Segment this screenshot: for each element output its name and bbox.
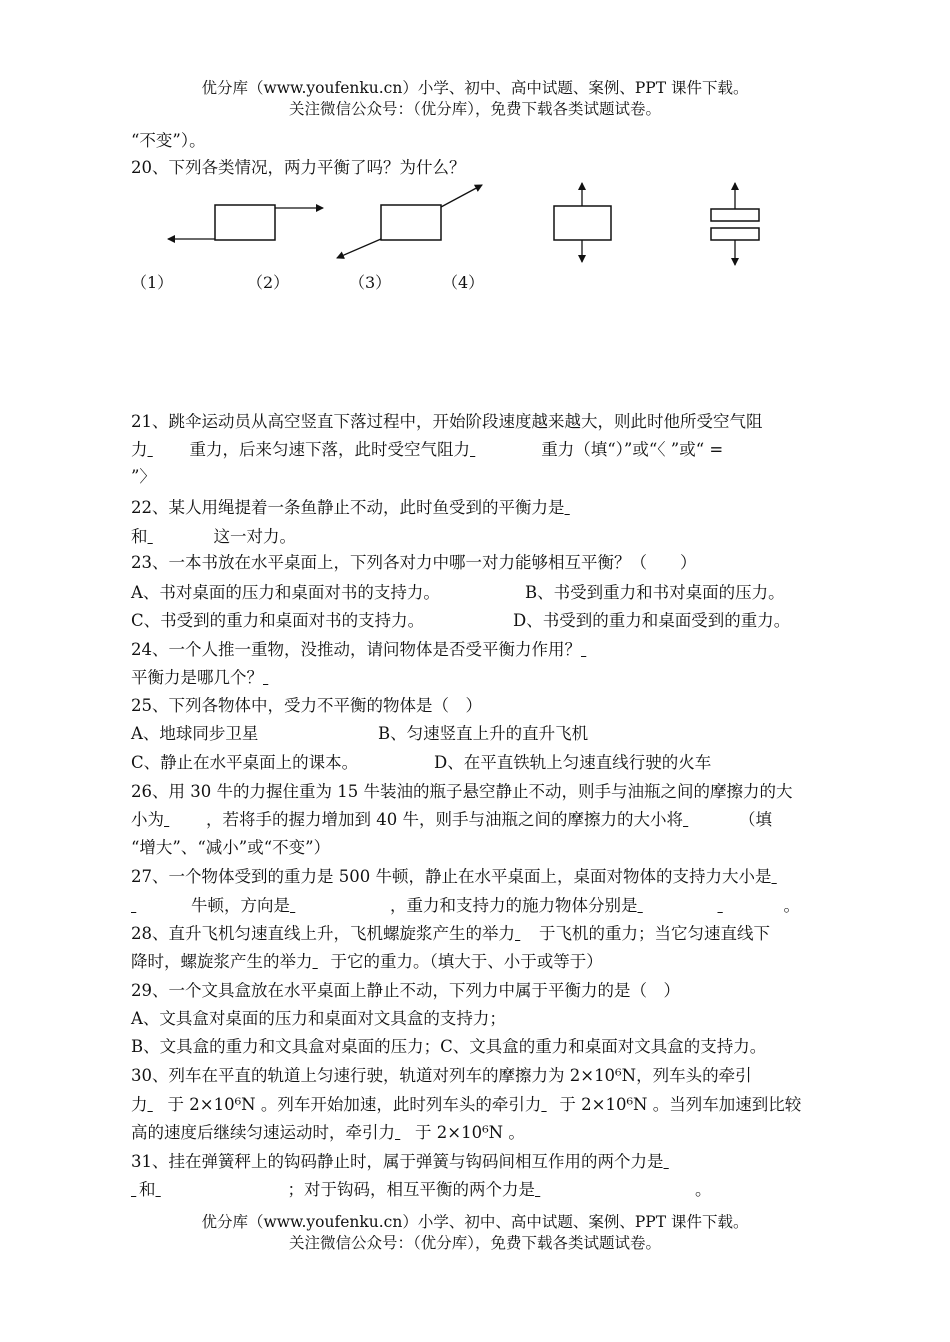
blank[interactable] <box>148 526 214 548</box>
question-31-line-2: 和 ；对于钩码，相互平衡的两个力是 。 <box>131 1179 712 1201</box>
option-23b: B、书受到重力和书对桌面的压力。 <box>525 583 785 602</box>
option-23d: D、书受到的重力和桌面受到的重力。 <box>513 611 791 630</box>
option-23a: A、书对桌面的压力和桌面对书的支持力。 <box>131 583 440 602</box>
footer-line-2: 关注微信公众号：（优分库），免费下载各类试题试卷。 <box>288 1234 661 1252</box>
blank[interactable] <box>131 895 157 917</box>
option-25c: C、静止在水平桌面上的课本。 <box>131 753 359 772</box>
question-26-line-2: 小为 ，若将手的握力增加到 40 牛，则手与油瓶之间的摩擦力的大小将 （填 <box>131 810 772 829</box>
figure-label-1: （1） <box>131 273 174 292</box>
question-29: 29、一个文具盒放在水平桌面上静止不动，下列力中属于平衡力的是（ ） <box>131 981 680 1000</box>
question-21-line-1: 21、跳伞运动员从高空竖直下落过程中，开始阶段速度越来越大，则此时他所受空气阻 <box>131 412 763 431</box>
question-22-line-1: 22、某人用绳提着一条鱼静止不动，此时鱼受到的平衡力是 <box>131 497 621 519</box>
footer-line-1: 优分库（www.youfenku.cn）小学、初中、高中试题、案例、PPT 课件下载。 <box>201 1213 749 1231</box>
blank[interactable] <box>565 497 621 519</box>
blank[interactable] <box>638 895 708 917</box>
header-line-2: 关注微信公众号：（优分库），免费下载各类试题试卷。 <box>288 100 661 118</box>
option-25a: A、地球同步卫星 <box>131 724 259 743</box>
question-26-line-3: “增大”、“减小”或“不变”） <box>131 838 331 857</box>
blank[interactable] <box>718 895 784 917</box>
diagram-2 <box>337 185 482 258</box>
blank[interactable] <box>470 439 536 461</box>
question-27-line-1: 27、一个物体受到的重力是 500 牛顿，静止在水平桌面上，桌面对物体的支持力大小是 <box>131 866 787 888</box>
question-28-line-2: 降时，螺旋浆产生的举力 于它的重力。（填大于、小于或等于） <box>131 952 603 971</box>
question-25: 25、下列各物体中，受力不平衡的物体是（ ） <box>131 696 482 715</box>
blank[interactable] <box>535 1179 695 1201</box>
blank[interactable] <box>515 923 539 945</box>
question-28-line-1: 28、直升飞机匀速直线上升，飞机螺旋浆产生的举力 于飞机的重力；当它匀速直线下 <box>131 924 770 943</box>
option-25d: D、在平直铁轨上匀速直线行驶的火车 <box>434 753 712 772</box>
diagram-3 <box>554 183 611 262</box>
question-31-line-1: 31、挂在弹簧秤上的钩码静止时，属于弹簧与钩码间相互作用的两个力是 <box>131 1151 788 1173</box>
blank[interactable] <box>131 1179 139 1201</box>
question-26-line-1: 26、用 30 牛的力握住重为 15 牛装油的瓶子悬空静止不动，则手与油瓶之间的摩擦力的大 <box>131 782 793 801</box>
blank[interactable] <box>148 439 190 461</box>
question-22-line-2: 和 这一对力。 <box>131 527 296 546</box>
figure-label-2: （2） <box>247 273 290 292</box>
option-23c: C、书受到的重力和桌面对书的支持力。 <box>131 611 425 630</box>
option-29a: A、文具盒对桌面的压力和桌面对文具盒的支持力； <box>131 1009 506 1028</box>
blank[interactable] <box>664 1151 788 1173</box>
question-21-line-2: 力 重力，后来匀速下落，此时受空气阻力 重力（填“）”或“〈 ”或“ = <box>131 440 724 459</box>
diagram-4 <box>711 183 759 265</box>
question-24-line-1: 24、一个人推一重物，没推动，请问物体是否受平衡力作用？ <box>131 639 633 661</box>
carryover-text: “不变”）。 <box>131 131 206 150</box>
option-29bc: B、文具盒的重力和文具盒对桌面的压力；C、文具盒的重力和桌面对文具盒的支持力。 <box>131 1037 767 1056</box>
figure-label-4: （4） <box>442 273 485 292</box>
blank[interactable] <box>148 1094 168 1116</box>
question-30-line-3: 高的速度后继续匀速运动时，牵引力 于 2×10⁶N 。 <box>131 1123 525 1142</box>
blank[interactable] <box>395 1122 415 1144</box>
blank[interactable] <box>541 1094 559 1116</box>
question-30-line-1: 30、列车在平直的轨道上匀速行驶，轨道对列车的摩擦力为 2×10⁶N，列车头的牵引 <box>131 1066 752 1085</box>
blank[interactable] <box>156 1179 288 1201</box>
blank[interactable] <box>581 639 633 661</box>
question-27-line-2: 牛顿，方向是 ，重力和支持力的施力物体分别是 。 <box>131 895 800 917</box>
force-diagrams <box>0 0 950 300</box>
blank[interactable] <box>164 809 206 831</box>
figure-label-3: （3） <box>349 273 392 292</box>
question-24-line-2: 平衡力是哪几个？ <box>131 667 375 689</box>
blank[interactable] <box>683 809 739 831</box>
question-21-line-3: ”〉 <box>131 467 156 486</box>
header-line-1: 优分库（www.youfenku.cn）小学、初中、高中试题、案例、PPT 课件下载。 <box>201 79 749 97</box>
question-20: 20、下列各类情况，两力平衡了吗？为什么？ <box>131 158 466 177</box>
diagram-1 <box>168 205 323 240</box>
blank[interactable] <box>263 667 375 689</box>
blank[interactable] <box>290 895 390 917</box>
blank[interactable] <box>313 951 331 973</box>
question-30-line-2: 力 于 2×10⁶N 。列车开始加速，此时列车头的牵引力 于 2×10⁶N 。当列车加速到比较 <box>131 1095 802 1114</box>
option-25b: B、匀速竖直上升的直升飞机 <box>378 724 589 743</box>
blank[interactable] <box>771 866 787 888</box>
question-23: 23、一本书放在水平桌面上，下列各对力中哪一对力能够相互平衡？（ ） <box>131 553 697 572</box>
